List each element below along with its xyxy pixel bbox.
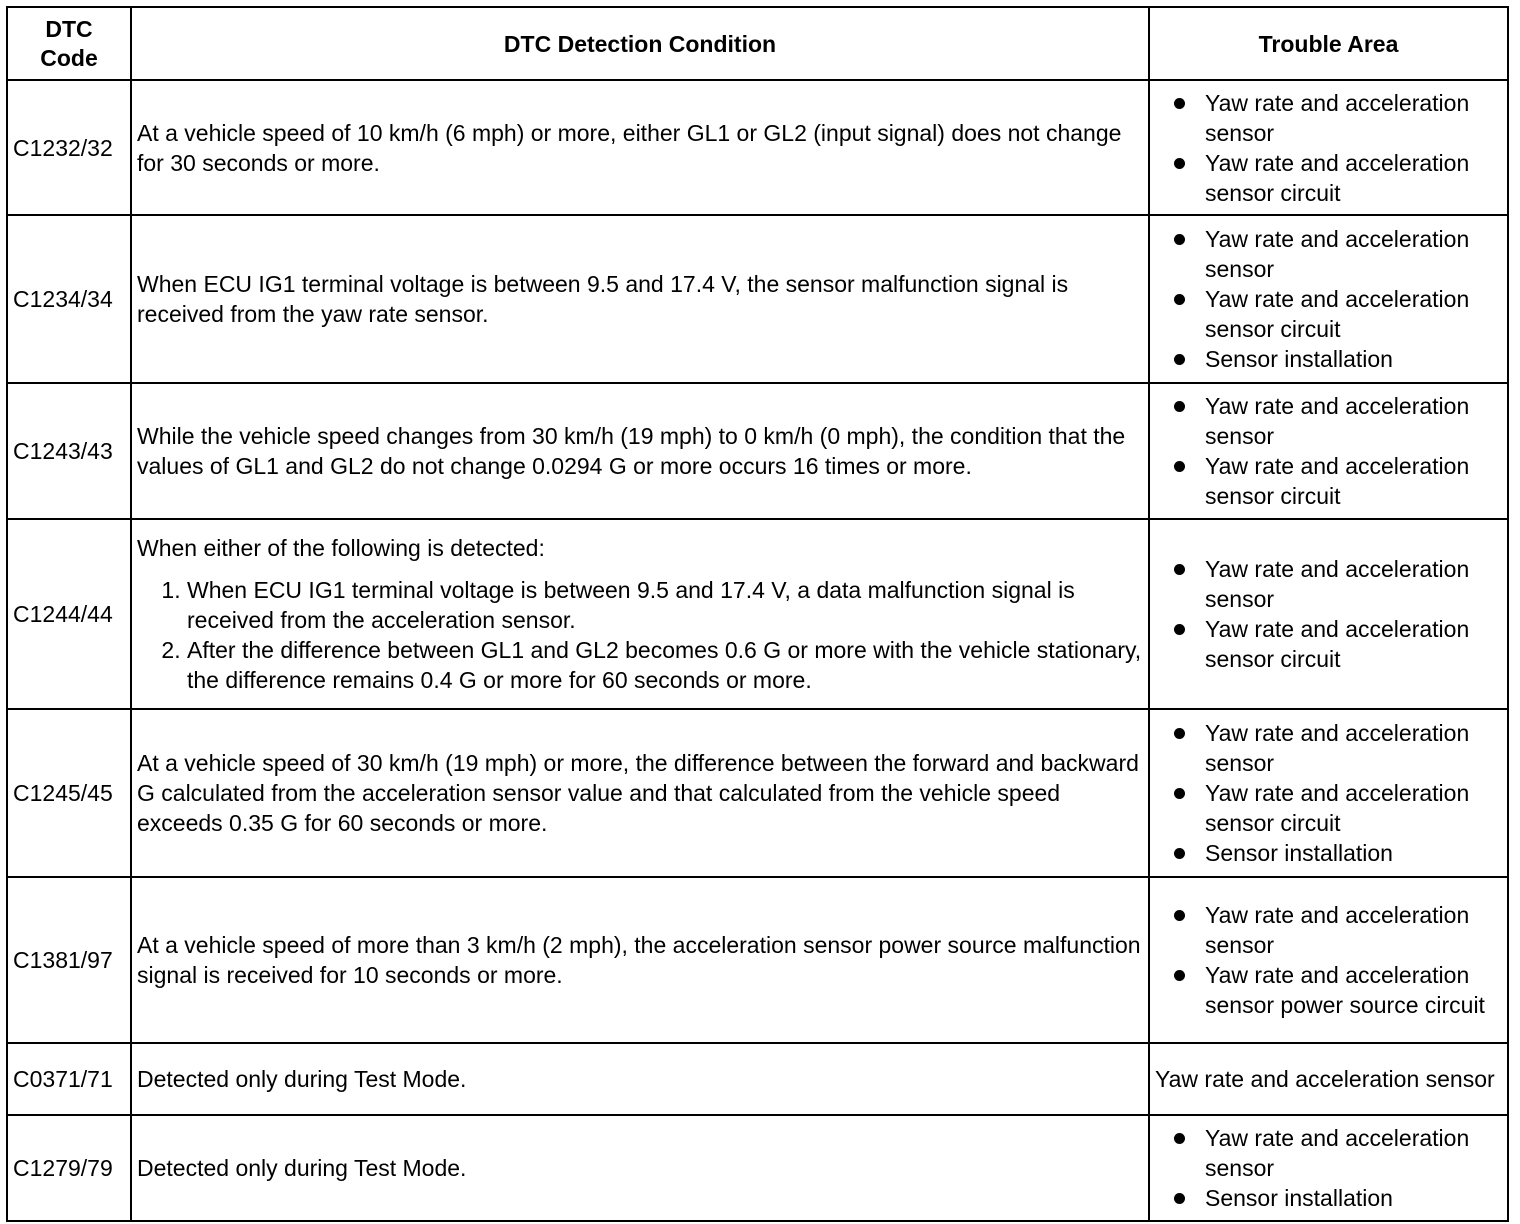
header-dtc-code: DTC Code — [7, 7, 131, 80]
trouble-area-item: Yaw rate and acceleration sensor circuit — [1205, 284, 1507, 344]
trouble-area-item: Yaw rate and acceleration sensor — [1205, 1123, 1507, 1183]
trouble-area-cell — [1149, 877, 1508, 1043]
detection-condition-cell: At a vehicle speed of 30 km/h (19 mph) or more, the difference between the forward and backward G calculated from the acceleration sensor value and that calculated from the vehicle speed exceeds 0.35 G for 60 seconds or more. — [131, 709, 1149, 877]
trouble-area-cell — [1149, 519, 1508, 709]
trouble-area-list — [1155, 1123, 1507, 1213]
detection-condition-cell: While the vehicle speed changes from 30 km/h (19 mph) to 0 km/h (0 mph), the condition that the values of GL1 and GL2 do not change 0.0294 G or more occurs 16 times or more. — [131, 383, 1149, 519]
trouble-area-item: Yaw rate and acceleration sensor — [1205, 391, 1507, 451]
trouble-area-cell — [1149, 1115, 1508, 1221]
condition-list-item: 1. When ECU IG1 terminal voltage is between 9.5 and 17.4 V, a data malfunction signal is received from the acceleration sensor. — [187, 575, 1148, 635]
detection-condition-cell: Detected only during Test Mode. — [131, 1043, 1149, 1115]
detection-condition-cell: When ECU IG1 terminal voltage is between 9.5 and 17.4 V, the sensor malfunction signal is received from the yaw rate sensor. — [131, 215, 1149, 383]
table-row — [7, 1115, 1508, 1221]
table-row — [7, 1043, 1508, 1115]
table-body — [7, 80, 1508, 1221]
trouble-area-item: Sensor installation — [1205, 1183, 1507, 1213]
trouble-area-cell — [1149, 383, 1508, 519]
trouble-area-item: Yaw rate and acceleration sensor — [1205, 718, 1507, 778]
table-row — [7, 709, 1508, 877]
table-row — [7, 519, 1508, 709]
trouble-area-list — [1155, 391, 1507, 511]
table-row — [7, 383, 1508, 519]
trouble-area-item: Yaw rate and acceleration sensor circuit — [1205, 451, 1507, 511]
header-row — [7, 7, 1508, 80]
trouble-area-item: Yaw rate and acceleration sensor circuit — [1205, 778, 1507, 838]
trouble-area-item: Yaw rate and acceleration sensor power source circuit — [1205, 960, 1507, 1020]
condition-intro: When either of the following is detected: — [137, 535, 545, 561]
dtc-code-cell: C1279/79 — [7, 1115, 131, 1221]
trouble-area-list — [1155, 554, 1507, 674]
trouble-area-item: Yaw rate and acceleration sensor circuit — [1205, 614, 1507, 674]
trouble-area-cell — [1149, 215, 1508, 383]
header-detection-condition: DTC Detection Condition — [131, 7, 1149, 80]
table-row — [7, 877, 1508, 1043]
trouble-area-cell: Yaw rate and acceleration sensor — [1149, 1043, 1508, 1115]
dtc-code-cell: C1234/34 — [7, 215, 131, 383]
dtc-code-cell: C1243/43 — [7, 383, 131, 519]
trouble-area-item: Yaw rate and acceleration sensor — [1205, 554, 1507, 614]
detection-condition-cell: Detected only during Test Mode. — [131, 1115, 1149, 1221]
trouble-area-item: Yaw rate and acceleration sensor — [1205, 88, 1507, 148]
detection-condition-cell: At a vehicle speed of 10 km/h (6 mph) or more, either GL1 or GL2 (input signal) does not change for 30 seconds or more. — [131, 80, 1149, 215]
detection-condition-cell: At a vehicle speed of more than 3 km/h (2 mph), the acceleration sensor power source malfunction signal is received for 10 seconds or more. — [131, 877, 1149, 1043]
trouble-area-item: Yaw rate and acceleration sensor circuit — [1205, 148, 1507, 208]
trouble-area-list — [1155, 718, 1507, 868]
trouble-area-list — [1155, 88, 1507, 208]
dtc-code-cell: C0371/71 — [7, 1043, 131, 1115]
condition-list-item: 2. After the difference between GL1 and GL2 becomes 0.6 G or more with the vehicle stationary, the difference remains 0.4 G or more for 60 seconds or more. — [187, 635, 1148, 695]
trouble-area-item: Sensor installation — [1205, 344, 1507, 374]
detection-condition-cell — [131, 519, 1149, 709]
trouble-area-list — [1155, 224, 1507, 374]
dtc-code-cell: C1232/32 — [7, 80, 131, 215]
table-row — [7, 215, 1508, 383]
dtc-code-cell: C1245/45 — [7, 709, 131, 877]
condition-list — [137, 575, 1148, 695]
table-row — [7, 80, 1508, 215]
trouble-area-item: Yaw rate and acceleration sensor — [1205, 224, 1507, 284]
trouble-area-list — [1155, 900, 1507, 1020]
dtc-table — [6, 6, 1509, 1222]
trouble-area-cell — [1149, 709, 1508, 877]
dtc-code-cell: C1381/97 — [7, 877, 131, 1043]
trouble-area-item: Yaw rate and acceleration sensor — [1205, 900, 1507, 960]
trouble-area-cell — [1149, 80, 1508, 215]
header-trouble-area: Trouble Area — [1149, 7, 1508, 80]
trouble-area-item: Sensor installation — [1205, 838, 1507, 868]
dtc-code-cell: C1244/44 — [7, 519, 131, 709]
